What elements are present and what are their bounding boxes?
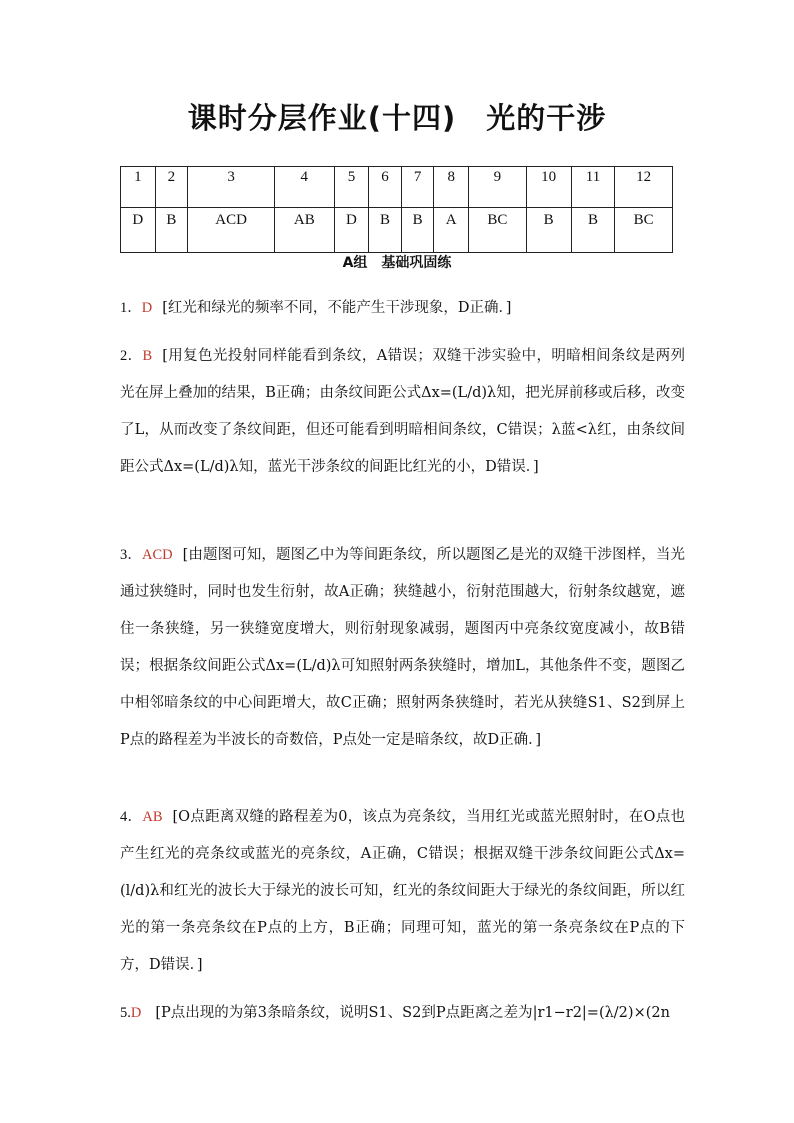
item-number: 2．: [120, 348, 143, 364]
question-number-cell: 6: [369, 167, 402, 208]
answer-cell: B: [369, 208, 402, 253]
item-answer: D: [130, 1005, 142, 1021]
answer-table-number-row: [121, 167, 673, 208]
item-explanation: [红光和绿光的频率不同，不能产生干涉现象，D正确．]: [162, 300, 512, 316]
question-number-cell: 1: [121, 167, 156, 208]
answer-item-5: [120, 995, 685, 1032]
item-answer: B: [142, 348, 153, 364]
answer-item-2: [120, 338, 685, 486]
item-number: 4．: [120, 809, 143, 825]
item-explanation: [P点出现的为第3条暗条纹，说明S1、S2到P点距离之差为|r1−r2|=(λ/2)×(2n: [155, 1005, 670, 1021]
question-number-cell: 9: [469, 167, 527, 208]
answer-cell: ACD: [188, 208, 275, 253]
question-number-cell: 11: [571, 167, 615, 208]
item-number: 3．: [120, 547, 142, 563]
answer-table: [120, 166, 673, 253]
answer-item-1: [120, 290, 685, 327]
question-number-cell: 7: [401, 167, 434, 208]
item-number: 1．: [120, 300, 142, 316]
item-explanation: [由题图可知，题图乙中为等间距条纹，所以题图乙是光的双缝干涉图样，当光通过狭缝时，同时也发生衍射，故A正确；狭缝越小，衍射范围越大，衍射条纹越宽，遮住一条狭缝，另一狭缝宽度增大，则衍射现象减弱，题图丙中亮条纹宽度减小，故B错误；根据条纹间距公式Δx=(L/d)λ可知照射两条狭缝时，增加L，其他条件不变，题图乙中相邻暗条纹的中心间距增大，故C正确；照射两条狭缝时，若光从狭缝S1、S2到屏上P点的路程差为半波长的奇数倍，P点处一定是暗条纹，故D正确．]: [120, 547, 686, 748]
answer-cell: BC: [615, 208, 673, 253]
item-answer: AB: [142, 809, 163, 825]
question-number-cell: 8: [434, 167, 469, 208]
item-answer: ACD: [141, 547, 173, 563]
question-number-cell: 3: [188, 167, 275, 208]
answer-cell: B: [155, 208, 188, 253]
answer-cell: D: [121, 208, 156, 253]
answer-table-answer-row: [121, 208, 673, 253]
answer-cell: B: [526, 208, 571, 253]
answer-cell: AB: [274, 208, 334, 253]
section-heading: A组 基础巩固练: [342, 255, 452, 271]
page-title: 课时分层作业(十四) 光的干涉: [187, 101, 607, 135]
item-explanation: [O点距离双缝的路程差为0，该点为亮条纹，当用红光或蓝光照射时，在O点也产生红光的亮条纹或蓝光的亮条纹，A正确，C错误；根据双缝干涉条纹间距公式Δx=(l/d)λ和红光的波长大于绿光的波长可知，红光的条纹间距大于绿光的条纹间距，所以红光的第一条亮条纹在P点的上方，B正确；同理可知，蓝光的第一条亮条纹在P点的下方，D错误．]: [120, 809, 686, 973]
question-number-cell: 4: [274, 167, 334, 208]
answer-item-4: [120, 799, 685, 984]
answer-cell: BC: [469, 208, 527, 253]
answer-item-3: [120, 537, 685, 759]
question-number-cell: 5: [334, 167, 369, 208]
answer-cell: B: [571, 208, 615, 253]
answer-cell: A: [434, 208, 469, 253]
question-number-cell: 10: [526, 167, 571, 208]
question-number-cell: 2: [155, 167, 188, 208]
answer-cell: B: [401, 208, 434, 253]
item-answer: D: [141, 300, 153, 316]
answer-cell: D: [334, 208, 369, 253]
item-explanation: [用复色光投射同样能看到条纹，A错误；双缝干涉实验中，明暗相间条纹是两列光在屏上叠加的结果，B正确；由条纹间距公式Δx=(L/d)λ知，把光屏前移或后移，改变了L，从而改变了条纹间距，但还可能看到明暗相间条纹，C错误；λ蓝<λ红，由条纹间距公式Δx=(L/d)λ知，蓝光干涉条纹的间距比红光的小，D错误．]: [120, 348, 685, 475]
item-number: 5.: [120, 1005, 131, 1021]
question-number-cell: 12: [615, 167, 673, 208]
